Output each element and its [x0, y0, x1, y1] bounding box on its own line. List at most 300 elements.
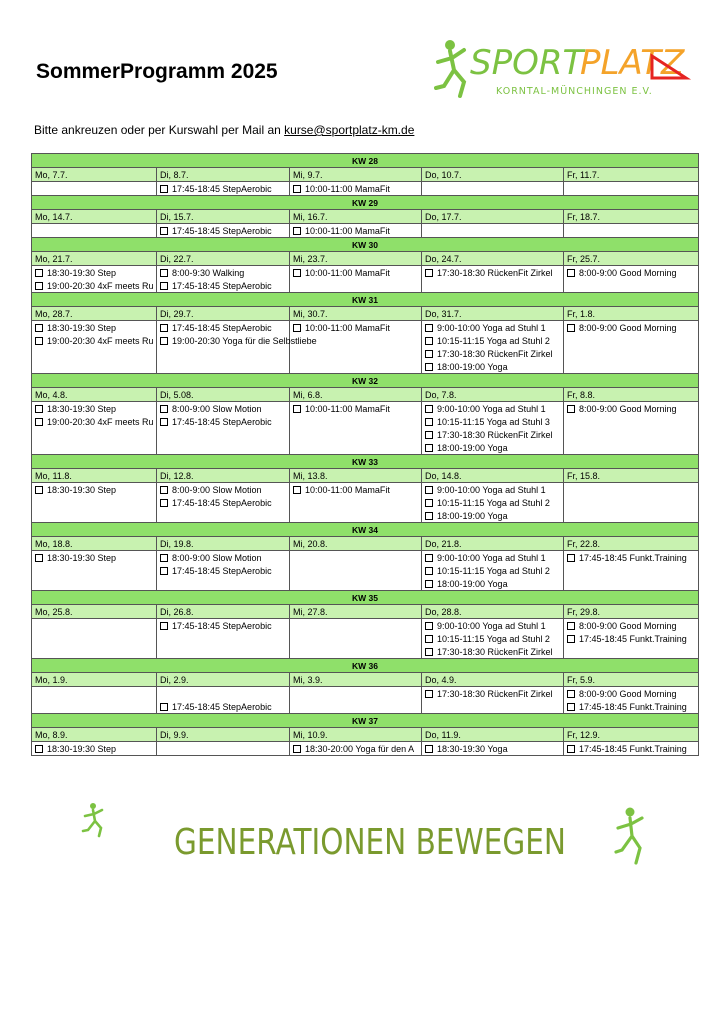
course-label: 17:30-18:30 RückenFit Zirkel — [437, 348, 553, 359]
course-cell — [290, 415, 422, 428]
table-row — [32, 321, 699, 335]
course-label: 18:00-19:00 Yoga — [437, 361, 508, 372]
course-label: 8:00-9:00 Slow Motion — [172, 552, 262, 563]
table-row — [32, 632, 699, 645]
day-label-fr: Fr, 5.9. — [564, 673, 699, 687]
course-cell — [32, 182, 157, 196]
course-cell — [422, 334, 564, 347]
day-label-do: Do, 31.7. — [422, 307, 564, 321]
day-label-mi: Mi, 9.7. — [290, 168, 422, 182]
course-label: 17:45-18:45 Funkt.Training — [579, 743, 687, 754]
course-cell — [564, 428, 699, 441]
day-label-mo: Mo, 8.9. — [32, 728, 157, 742]
day-header-row — [32, 605, 699, 619]
course-cell — [564, 347, 699, 360]
day-header-row — [32, 388, 699, 402]
course-cell — [157, 632, 290, 645]
course-cell — [157, 483, 290, 497]
course-cell — [564, 266, 699, 280]
course-label: 19:00-20:30 4xF meets Ru — [47, 335, 154, 346]
course-checkbox[interactable] — [567, 622, 575, 630]
course-cell — [157, 334, 317, 347]
course-cell — [422, 551, 564, 565]
day-label-mi: Mi, 3.9. — [290, 673, 422, 687]
course-cell — [290, 700, 422, 714]
course-cell — [564, 415, 699, 428]
table-row — [32, 645, 699, 659]
table-row — [32, 182, 699, 196]
course-checkbox[interactable] — [35, 324, 43, 332]
course-cell — [290, 428, 422, 441]
course-cell — [564, 564, 699, 577]
logo-subline: KORNTAL-MÜNCHINGEN E.V. — [496, 86, 653, 97]
course-cell — [422, 266, 564, 280]
week-header-row — [32, 293, 699, 307]
course-label: 18:30-19:30 Step — [47, 403, 117, 414]
week-label: KW 30 — [32, 238, 699, 252]
course-label: 17:30-18:30 RückenFit Zirkel — [437, 267, 553, 278]
course-checkbox[interactable] — [160, 486, 168, 494]
week-label: KW 33 — [32, 455, 699, 469]
course-checkbox[interactable] — [425, 444, 433, 452]
course-checkbox[interactable] — [425, 324, 433, 332]
course-cell — [290, 441, 422, 455]
course-checkbox[interactable] — [425, 648, 433, 656]
course-checkbox[interactable] — [160, 269, 168, 277]
course-cell — [157, 415, 290, 428]
course-label: 17:45-18:45 StepAerobic — [172, 225, 272, 236]
email-link[interactable]: kurse@sportplatz-km.de — [284, 123, 415, 137]
week-header-row — [32, 591, 699, 605]
course-cell — [564, 619, 699, 633]
course-cell — [290, 619, 422, 633]
logo-word-b: PLATZ — [580, 43, 685, 83]
course-label: 10:00-11:00 MamaFit — [305, 484, 390, 495]
course-cell — [32, 360, 157, 374]
course-cell — [157, 428, 290, 441]
table-row — [32, 496, 699, 509]
course-checkbox[interactable] — [425, 499, 433, 507]
course-cell — [564, 182, 699, 196]
day-label-fr: Fr, 12.9. — [564, 728, 699, 742]
day-label-mo: Mo, 7.7. — [32, 168, 157, 182]
course-cell — [32, 742, 157, 756]
course-cell — [157, 551, 290, 565]
course-cell — [564, 551, 699, 565]
course-cell — [157, 182, 290, 196]
course-checkbox[interactable] — [293, 185, 301, 193]
day-label-fr: Fr, 8.8. — [564, 388, 699, 402]
week-header-row — [32, 523, 699, 537]
course-cell — [290, 496, 422, 509]
table-row — [32, 360, 699, 374]
course-checkbox[interactable] — [425, 622, 433, 630]
course-checkbox[interactable] — [567, 690, 575, 698]
course-label: 19:00-20:30 4xF meets Ru — [47, 280, 154, 291]
course-cell — [32, 279, 157, 293]
week-label: KW 36 — [32, 659, 699, 673]
course-cell — [422, 428, 564, 441]
intro-instruction: Bitte ankreuzen oder per Kurswahl per Mail an — [34, 123, 285, 137]
course-checkbox[interactable] — [293, 269, 301, 277]
course-cell — [564, 483, 699, 497]
week-label: KW 37 — [32, 714, 699, 728]
course-cell — [564, 402, 699, 416]
table-row — [32, 347, 699, 360]
day-label-do: Do, 10.7. — [422, 168, 564, 182]
course-checkbox[interactable] — [425, 512, 433, 520]
course-cell — [157, 509, 290, 523]
course-label: 17:45-18:45 Funkt.Training — [579, 701, 687, 712]
course-checkbox[interactable] — [425, 554, 433, 562]
course-checkbox[interactable] — [567, 269, 575, 277]
day-label-do: Do, 17.7. — [422, 210, 564, 224]
course-cell — [157, 496, 290, 509]
course-cell — [32, 687, 157, 701]
slogan-text: GENERATIONEN BEWEGEN — [174, 822, 566, 863]
table-row — [32, 224, 699, 238]
course-cell — [32, 266, 157, 280]
course-checkbox[interactable] — [35, 337, 43, 345]
course-cell — [157, 619, 290, 633]
course-label: 18:30-19:30 Step — [47, 743, 117, 754]
course-checkbox[interactable] — [160, 418, 168, 426]
course-label: 19:00-20:30 4xF meets Ru — [47, 416, 154, 427]
day-label-di: Di, 15.7. — [157, 210, 290, 224]
day-label-do: Do, 4.9. — [422, 673, 564, 687]
course-checkbox[interactable] — [160, 337, 168, 345]
day-label-mi: Mi, 6.8. — [290, 388, 422, 402]
course-cell — [564, 334, 699, 347]
course-cell — [422, 402, 564, 416]
course-cell — [290, 182, 422, 196]
table-row — [32, 551, 699, 565]
course-checkbox[interactable] — [293, 486, 301, 494]
course-cell — [32, 564, 157, 577]
course-checkbox[interactable] — [425, 350, 433, 358]
day-label-fr: Fr, 22.8. — [564, 537, 699, 551]
course-label: 10:00-11:00 MamaFit — [305, 322, 390, 333]
course-checkbox[interactable] — [425, 690, 433, 698]
course-cell — [157, 224, 290, 238]
schedule-table — [31, 153, 699, 756]
course-label: 8:00-9:00 Good Morning — [579, 620, 677, 631]
week-header-row — [32, 154, 699, 168]
course-cell — [422, 415, 564, 428]
course-cell — [564, 321, 699, 335]
course-label: 18:00-19:00 Yoga — [437, 578, 508, 589]
course-cell — [157, 687, 290, 701]
course-label: 17:30-18:30 RückenFit Zirkel — [437, 429, 553, 440]
day-label-di: Di, 29.7. — [157, 307, 290, 321]
course-cell — [157, 441, 290, 455]
day-label-fr: Fr, 11.7. — [564, 168, 699, 182]
week-header-row — [32, 238, 699, 252]
course-cell — [290, 564, 422, 577]
course-checkbox[interactable] — [35, 486, 43, 494]
table-row — [32, 334, 699, 347]
table-row — [32, 279, 699, 293]
course-checkbox[interactable] — [160, 554, 168, 562]
course-cell — [290, 279, 422, 293]
course-checkbox[interactable] — [567, 745, 575, 753]
day-label-mo: Mo, 21.7. — [32, 252, 157, 266]
course-cell — [564, 279, 699, 293]
week-label: KW 31 — [32, 293, 699, 307]
intro-text — [34, 123, 414, 137]
course-cell — [422, 564, 564, 577]
course-cell — [564, 224, 699, 238]
course-label: 17:45-18:45 StepAerobic — [172, 280, 272, 291]
table-row — [32, 441, 699, 455]
course-checkbox[interactable] — [35, 282, 43, 290]
course-checkbox[interactable] — [567, 703, 575, 711]
runner-icon-right — [612, 806, 646, 866]
course-cell — [157, 700, 290, 714]
course-label: 17:30-18:30 RückenFit Zirkel — [437, 688, 553, 699]
course-checkbox[interactable] — [567, 405, 575, 413]
logo-word-a: SPORT — [470, 43, 584, 83]
course-label: 17:30-18:30 RückenFit Zirkel — [437, 646, 553, 657]
course-cell — [32, 619, 157, 633]
course-label: 18:30-19:30 Yoga — [437, 743, 508, 754]
course-label: 10:15-11:15 Yoga ad Stuhl 3 — [437, 416, 550, 427]
course-checkbox[interactable] — [425, 486, 433, 494]
day-header-row — [32, 728, 699, 742]
course-cell — [422, 496, 564, 509]
course-checkbox[interactable] — [160, 324, 168, 332]
course-checkbox[interactable] — [293, 745, 301, 753]
day-label-do: Do, 28.8. — [422, 605, 564, 619]
course-label: 18:30-19:30 Step — [47, 484, 117, 495]
course-cell — [32, 334, 157, 347]
table-row — [32, 564, 699, 577]
course-cell — [290, 577, 422, 591]
course-label: 9:00-10:00 Yoga ad Stuhl 1 — [437, 484, 546, 495]
course-cell — [157, 360, 290, 374]
course-label: 18:00-19:00 Yoga — [437, 442, 508, 453]
course-checkbox[interactable] — [425, 745, 433, 753]
course-cell — [32, 700, 157, 714]
course-cell — [157, 279, 290, 293]
course-label: 9:00-10:00 Yoga ad Stuhl 1 — [437, 552, 546, 563]
course-label: 17:45-18:45 StepAerobic — [172, 183, 272, 194]
course-cell — [157, 577, 290, 591]
course-checkbox[interactable] — [160, 703, 168, 711]
course-cell — [32, 224, 157, 238]
course-label: 10:15-11:15 Yoga ad Stuhl 2 — [437, 565, 550, 576]
course-cell — [157, 321, 290, 335]
day-label-do: Do, 14.8. — [422, 469, 564, 483]
course-cell — [32, 441, 157, 455]
course-label: 10:00-11:00 MamaFit — [305, 267, 390, 278]
day-header-row — [32, 307, 699, 321]
course-cell — [422, 700, 564, 714]
day-label-di: Di, 8.7. — [157, 168, 290, 182]
table-row — [32, 577, 699, 591]
course-checkbox[interactable] — [425, 580, 433, 588]
course-checkbox[interactable] — [35, 745, 43, 753]
course-label: 10:15-11:15 Yoga ad Stuhl 2 — [437, 335, 550, 346]
course-checkbox[interactable] — [425, 337, 433, 345]
course-label: 8:00-9:30 Walking — [172, 267, 245, 278]
course-label: 17:45-18:45 StepAerobic — [172, 620, 272, 631]
day-label-fr: Fr, 25.7. — [564, 252, 699, 266]
course-cell — [32, 402, 157, 416]
course-checkbox[interactable] — [567, 324, 575, 332]
week-header-row — [32, 374, 699, 388]
course-label: 18:30-19:30 Step — [47, 322, 117, 333]
course-label: 9:00-10:00 Yoga ad Stuhl 1 — [437, 322, 546, 333]
course-checkbox[interactable] — [293, 324, 301, 332]
day-label-mo: Mo, 18.8. — [32, 537, 157, 551]
course-checkbox[interactable] — [425, 269, 433, 277]
course-checkbox[interactable] — [425, 567, 433, 575]
course-checkbox[interactable] — [160, 405, 168, 413]
course-label: 17:45-18:45 StepAerobic — [172, 322, 272, 333]
course-checkbox[interactable] — [425, 635, 433, 643]
course-cell — [157, 564, 290, 577]
course-cell — [422, 347, 564, 360]
table-row — [32, 742, 699, 756]
course-cell — [422, 483, 564, 497]
course-checkbox[interactable] — [35, 269, 43, 277]
day-label-fr: Fr, 29.8. — [564, 605, 699, 619]
course-label: 8:00-9:00 Slow Motion — [172, 484, 262, 495]
slogan — [170, 810, 570, 866]
course-cell — [32, 645, 157, 659]
course-cell — [32, 428, 157, 441]
day-header-row — [32, 469, 699, 483]
course-cell — [290, 742, 422, 756]
course-cell — [564, 742, 699, 756]
course-cell — [290, 483, 422, 497]
course-cell — [157, 402, 290, 416]
course-cell — [32, 483, 157, 497]
day-label-mi: Mi, 23.7. — [290, 252, 422, 266]
course-label: 8:00-9:00 Good Morning — [579, 403, 677, 414]
course-checkbox[interactable] — [35, 418, 43, 426]
course-cell — [32, 509, 157, 523]
course-label: 10:00-11:00 MamaFit — [305, 225, 390, 236]
day-label-mo: Mo, 1.9. — [32, 673, 157, 687]
course-cell — [290, 266, 422, 280]
day-label-di: Di, 12.8. — [157, 469, 290, 483]
week-header-row — [32, 659, 699, 673]
course-cell — [422, 279, 564, 293]
course-cell — [290, 360, 422, 374]
course-cell — [290, 551, 422, 565]
table-row — [32, 428, 699, 441]
course-label: 17:45-18:45 StepAerobic — [172, 416, 272, 427]
course-checkbox[interactable] — [160, 227, 168, 235]
course-checkbox[interactable] — [35, 554, 43, 562]
course-cell — [564, 577, 699, 591]
course-label: 8:00-9:00 Good Morning — [579, 688, 677, 699]
course-label: 17:45-18:45 StepAerobic — [172, 497, 272, 508]
course-cell — [290, 645, 422, 659]
course-checkbox[interactable] — [160, 622, 168, 630]
course-checkbox[interactable] — [293, 405, 301, 413]
sportplatz-logo — [430, 36, 692, 102]
page-title: SommerProgramm 2025 — [36, 60, 278, 83]
course-cell — [290, 402, 422, 416]
course-cell — [422, 321, 564, 335]
day-label-mi: Mi, 13.8. — [290, 469, 422, 483]
week-label: KW 29 — [32, 196, 699, 210]
course-checkbox[interactable] — [425, 418, 433, 426]
runner-icon-left — [80, 802, 108, 838]
day-label-mo: Mo, 11.8. — [32, 469, 157, 483]
week-label: KW 32 — [32, 374, 699, 388]
course-cell — [32, 347, 157, 360]
course-cell — [157, 347, 290, 360]
table-row — [32, 266, 699, 280]
course-checkbox[interactable] — [160, 499, 168, 507]
course-cell — [564, 360, 699, 374]
week-header-row — [32, 714, 699, 728]
course-label: 10:15-11:15 Yoga ad Stuhl 2 — [437, 633, 550, 644]
day-label-do: Do, 24.7. — [422, 252, 564, 266]
course-label: 9:00-10:00 Yoga ad Stuhl 1 — [437, 403, 546, 414]
course-label: 17:45-18:45 StepAerobic — [172, 565, 272, 576]
course-checkbox[interactable] — [425, 363, 433, 371]
course-checkbox[interactable] — [293, 227, 301, 235]
week-header-row — [32, 196, 699, 210]
table-row — [32, 619, 699, 633]
day-header-row — [32, 252, 699, 266]
table-row — [32, 509, 699, 523]
table-row — [32, 483, 699, 497]
course-cell — [564, 645, 699, 659]
course-checkbox[interactable] — [567, 635, 575, 643]
course-cell — [32, 577, 157, 591]
week-label: KW 35 — [32, 591, 699, 605]
week-label: KW 34 — [32, 523, 699, 537]
course-cell — [290, 687, 422, 701]
course-checkbox[interactable] — [35, 405, 43, 413]
course-checkbox[interactable] — [425, 405, 433, 413]
day-label-mi: Mi, 30.7. — [290, 307, 422, 321]
day-label-mi: Mi, 27.8. — [290, 605, 422, 619]
course-cell — [422, 687, 564, 701]
course-cell — [422, 441, 564, 455]
table-row — [32, 402, 699, 416]
day-label-di: Di, 9.9. — [157, 728, 290, 742]
course-cell — [422, 509, 564, 523]
course-cell — [422, 742, 564, 756]
course-cell — [290, 321, 422, 335]
course-label: 10:00-11:00 MamaFit — [305, 183, 390, 194]
course-label: 17:45-18:45 Funkt.Training — [579, 552, 687, 563]
course-checkbox[interactable] — [160, 185, 168, 193]
course-cell — [32, 415, 157, 428]
table-row — [32, 700, 699, 714]
table-row — [32, 687, 699, 701]
course-checkbox[interactable] — [425, 431, 433, 439]
day-label-mo: Mo, 28.7. — [32, 307, 157, 321]
course-cell — [564, 632, 699, 645]
day-label-mi: Mi, 20.8. — [290, 537, 422, 551]
course-checkbox[interactable] — [160, 567, 168, 575]
course-label: 18:00-19:00 Yoga — [437, 510, 508, 521]
day-header-row — [32, 673, 699, 687]
day-label-mo: Mo, 14.7. — [32, 210, 157, 224]
course-cell — [422, 632, 564, 645]
course-checkbox[interactable] — [567, 554, 575, 562]
course-checkbox[interactable] — [160, 282, 168, 290]
day-label-mi: Mi, 10.9. — [290, 728, 422, 742]
